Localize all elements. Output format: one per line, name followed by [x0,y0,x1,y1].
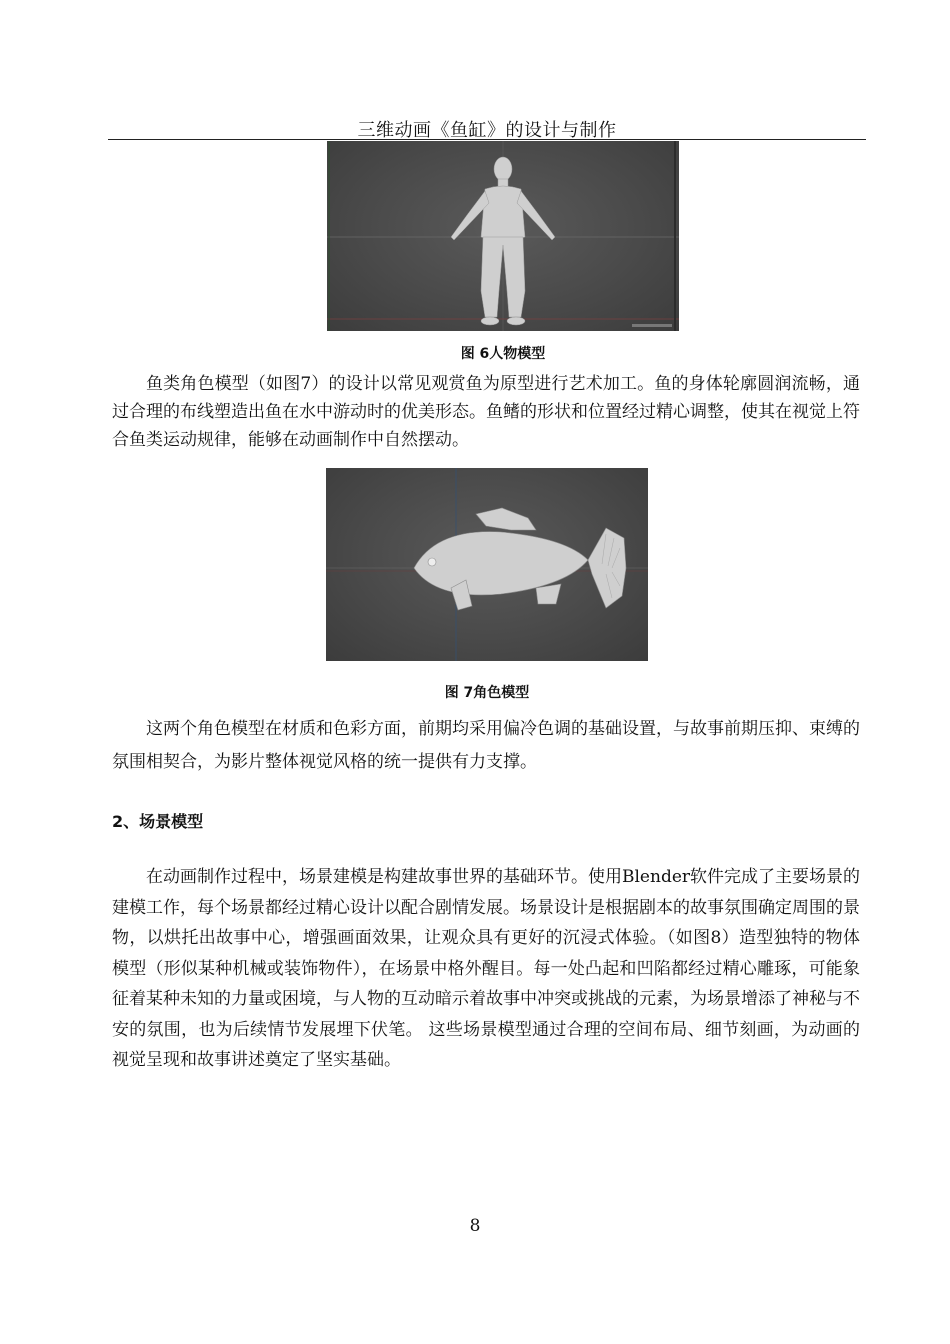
figure-7-fish-model [326,468,648,661]
human-model-render [327,141,679,331]
figure-6-caption: 图 6人物模型 [460,346,546,362]
running-header: 三维动画《鱼缸》的设计与制作 [357,120,617,141]
fish-model-render [326,468,648,661]
paragraph-fish-model: 鱼类角色模型（如图7）的设计以常见观赏鱼为原型进行艺术加工。鱼的身体轮廓圆润流畅，通过合理的布线塑造出鱼在水中游动时的优美形态。鱼鳍的形状和位置经过精心调整，使其在视觉上符合鱼类运动规律，能够在动画制作中自然摆动。 [112,374,860,450]
page-number: 8 [469,1216,481,1236]
header-rule [108,139,866,140]
figure-7-caption: 图 7角色模型 [444,685,530,701]
section-heading-scene-model: 2、场景模型 [112,812,204,831]
paragraph-scene-modeling: 在动画制作过程中，场景建模是构建故事世界的基础环节。使用Blender软件完成了主要场景的建模工作，每个场景都经过精心设计以配合剧情发展。场景设计是根据剧本的故事氛围确定周围的景物，以烘托出故事中心，增强画面效果，让观众具有更好的沉浸式体验。（如图8）造型独特的物体模型（形似某种机械或装饰物件），在场景中格外醒目。每一处凸起和凹陷都经过精心雕琢，可能象征着某种未知的力量或困境，与人物的互动暗示着故事中冲突或挑战的元素，为场景增添了神秘与不安的氛围，也为后续情节发展埋下伏笔。 这些场景模型通过合理的空间布局、细节刻画，为动画的视觉呈现和故事讲述奠定了坚实基础。 [112,867,861,1070]
paragraph-material-color: 这两个角色模型在材质和色彩方面，前期均采用偏冷色调的基础设置，与故事前期压抑、束缚的氛围相契合，为影片整体视觉风格的统一提供有力支撑。 [112,719,860,772]
figure-6-human-model [327,141,679,331]
